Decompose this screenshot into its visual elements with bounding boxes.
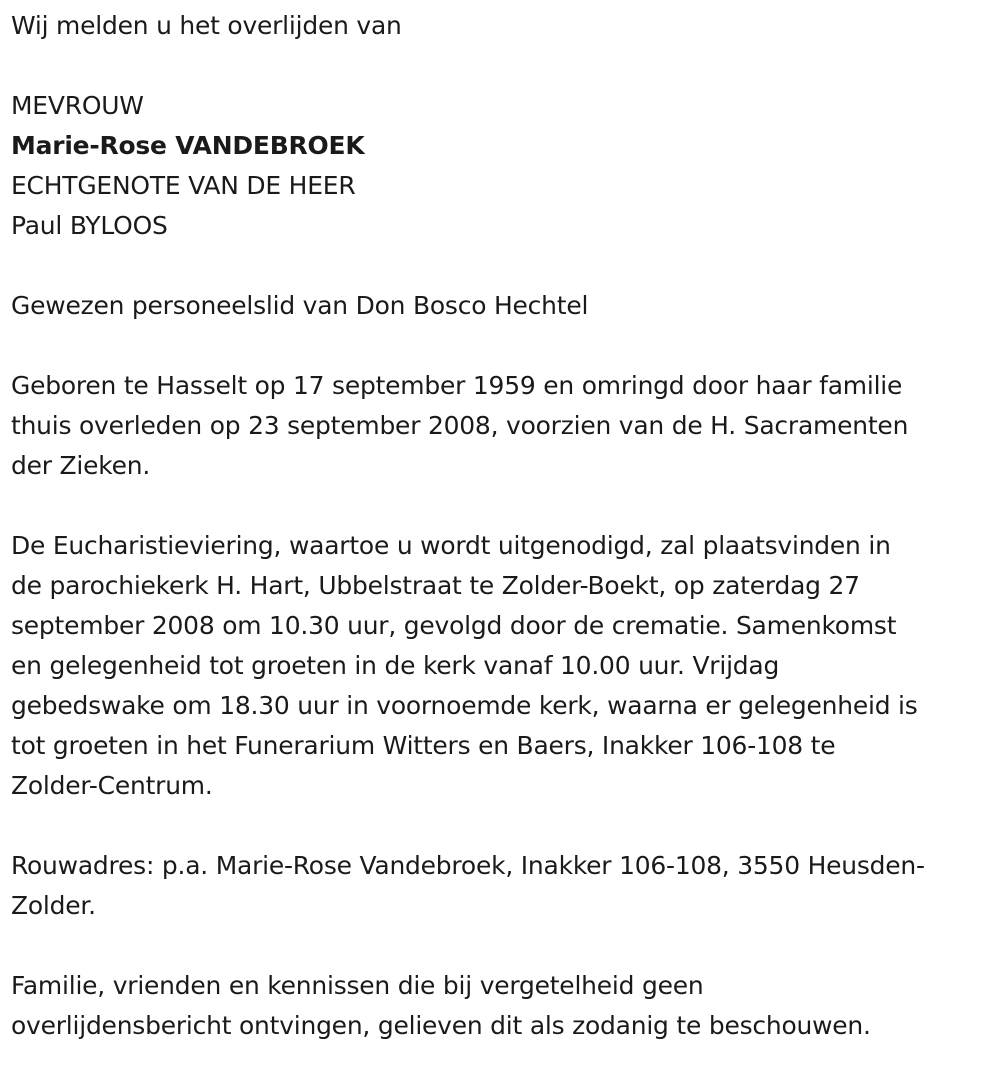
paragraph-line: thuis overleden op 23 september 2008, voorzien van de H. Sacramenten (11, 411, 909, 440)
intro-text: Wij melden u het overlijden van (11, 11, 402, 40)
paragraph-line: overlijdensbericht ontvingen, gelieven dit als zodanig te beschouwen. (11, 1011, 871, 1040)
paragraph-line: tot groeten in het Funerarium Witters en Baers, Inakker 106-108 te (11, 731, 836, 760)
closing-paragraph (11, 966, 991, 1046)
paragraph-line: De Eucharistieviering, waartoe u wordt uitgenodigd, zal plaatsvinden in (11, 531, 891, 560)
paragraph-line: Familie, vrienden en kennissen die bij vergetelheid geen (11, 971, 704, 1000)
birth-death-paragraph (11, 366, 991, 486)
paragraph-line: september 2008 om 10.30 uur, gevolgd door de crematie. Samenkomst (11, 611, 897, 640)
spacer (11, 326, 991, 366)
ceremony-paragraph (11, 526, 991, 806)
spacer (11, 806, 991, 846)
spouse-label: ECHTGENOTE VAN DE HEER (11, 171, 356, 200)
spacer (11, 46, 991, 86)
paragraph-line: Zolder. (11, 891, 96, 920)
obituary-document (11, 6, 991, 1046)
spacer (11, 926, 991, 966)
paragraph-line: en gelegenheid tot groeten in de kerk vanaf 10.00 uur. Vrijdag (11, 651, 780, 680)
spacer (11, 246, 991, 286)
address-paragraph (11, 846, 991, 926)
paragraph-line: gebedswake om 18.30 uur in voornoemde kerk, waarna er gelegenheid is (11, 691, 918, 720)
spouse-name: Paul BYLOOS (11, 211, 168, 240)
paragraph-line: de parochiekerk H. Hart, Ubbelstraat te Zolder-Boekt, op zaterdag 27 (11, 571, 860, 600)
deceased-title: MEVROUW (11, 91, 144, 120)
spacer (11, 486, 991, 526)
deceased-name: Marie-Rose VANDEBROEK (11, 131, 365, 160)
paragraph-line: Geboren te Hasselt op 17 september 1959 en omringd door haar familie (11, 371, 903, 400)
paragraph-line: Rouwadres: p.a. Marie-Rose Vandebroek, Inakker 106-108, 3550 Heusden- (11, 851, 925, 880)
paragraph-line: Zolder-Centrum. (11, 771, 213, 800)
paragraph-line: der Zieken. (11, 451, 151, 480)
occupation-text: Gewezen personeelslid van Don Bosco Hechtel (11, 291, 589, 320)
